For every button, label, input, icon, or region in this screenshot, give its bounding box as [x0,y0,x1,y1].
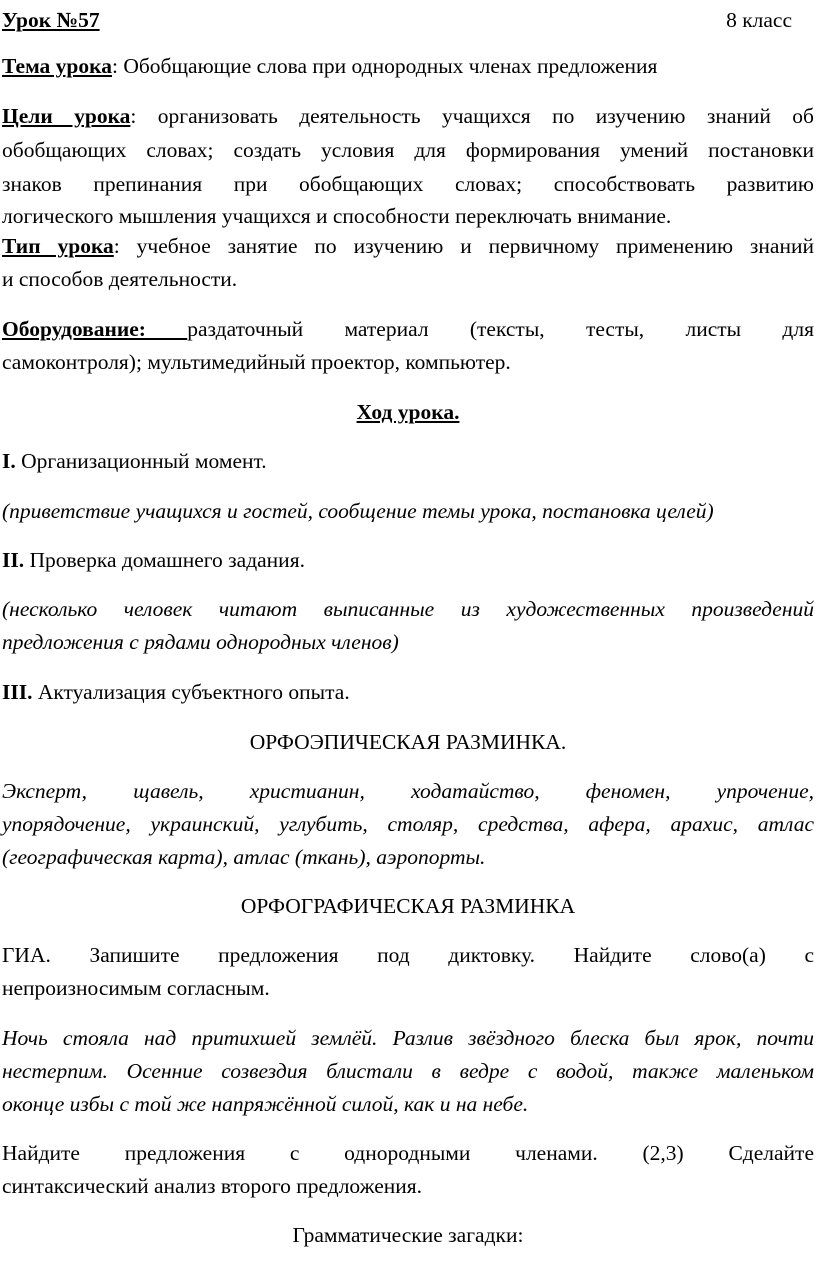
syntax-task-2: синтаксический анализ второго предложения. [2,1174,423,1198]
equipment-line-1 [2,312,814,346]
stage-1 [2,444,814,478]
type-text-1: : учебное занятие по изучению и первичному применению знаний [113,234,814,258]
stage-3 [2,675,814,709]
goals-label: Цели урока [2,104,131,128]
stage-3-number: III. [2,680,33,704]
course-title: Ход урока. [356,400,460,424]
type-line-1 [2,229,814,263]
orthographic-task-2: непроизносимым согласным. [2,976,270,1000]
equipment-text-1: раздаточный материал (тексты, тесты, листы для [187,317,814,341]
stage-2-note-2: предложения с рядами однородных членов) [2,630,399,654]
equipment-label: Оборудование: [2,317,188,341]
stage-2-number: II. [2,548,25,572]
stage-1-number: I. [2,449,16,473]
riddles-heading: Грамматические загадки: [292,1223,524,1247]
equipment-line-2: самоконтроля); мультимедийный проектор, компьютер. [2,350,511,374]
goals-line-2: обобщающих словах; создать условия для формирования умений постановки [2,138,814,162]
type-label: Тип урока [2,234,114,258]
dictation-line-2: нестерпим. Осенние созвездия блистали в ведре с водой, также маленьком [2,1059,814,1083]
stage-2 [2,543,814,577]
goals-line-4: логического мышления учащихся и способности переключать внимание. [2,204,672,228]
topic-label: Тема урока [2,54,112,78]
stage-2-note-1: (несколько человек читают выписанные из художественных произведений [2,597,814,621]
goals-line-1 [2,99,814,133]
syntax-task-1: Найдите предложения с однородными членами. (2,3) Сделайте [2,1141,814,1165]
topic-text: : Обобщающие слова при однородных членах предложения [111,54,658,78]
stage-1-note: (приветствие учащихся и гостей, сообщение темы урока, постановка целей) [2,499,714,523]
lesson-number: Урок №57 [2,8,100,32]
dictation-line-1: Ночь стояла над притихшей землёй. Разлив звёздного блеска был ярок, почти [2,1026,814,1050]
orthographic-heading: ОРФОГРАФИЧЕСКАЯ РАЗМИНКА [240,894,576,918]
orthographic-task-1: ГИА. Запишите предложения под диктовку. Найдите слово(а) с [2,943,814,967]
stage-3-title: Актуализация субъектного опыта. [32,680,350,704]
grade-label: 8 класс [726,8,792,32]
orthoepic-line-1: Эксперт, щавель, христианин, ходатайство, феномен, упрочение, [2,779,814,803]
goals-text-1: : организовать деятельность учащихся по изучению знаний об [130,104,814,128]
stage-1-title: Организационный момент. [15,449,267,473]
type-line-2: и способов деятельности. [2,267,238,291]
goals-line-3: знаков препинания при обобщающих словах; способствовать развитию [2,172,814,196]
stage-2-title: Проверка домашнего задания. [24,548,305,572]
topic-line [2,49,814,83]
orthoepic-heading: ОРФОЭПИЧЕСКАЯ РАЗМИНКА. [249,730,567,754]
lesson-header [2,3,814,37]
dictation-line-3: оконце избы с той же напряжённой силой, как и на небе. [2,1092,529,1116]
orthoepic-line-3: (географическая карта), атлас (ткань), аэропорты. [2,845,486,869]
orthoepic-line-2: упорядочение, украинский, углубить, столяр, средства, афера, арахис, атлас [2,812,814,836]
